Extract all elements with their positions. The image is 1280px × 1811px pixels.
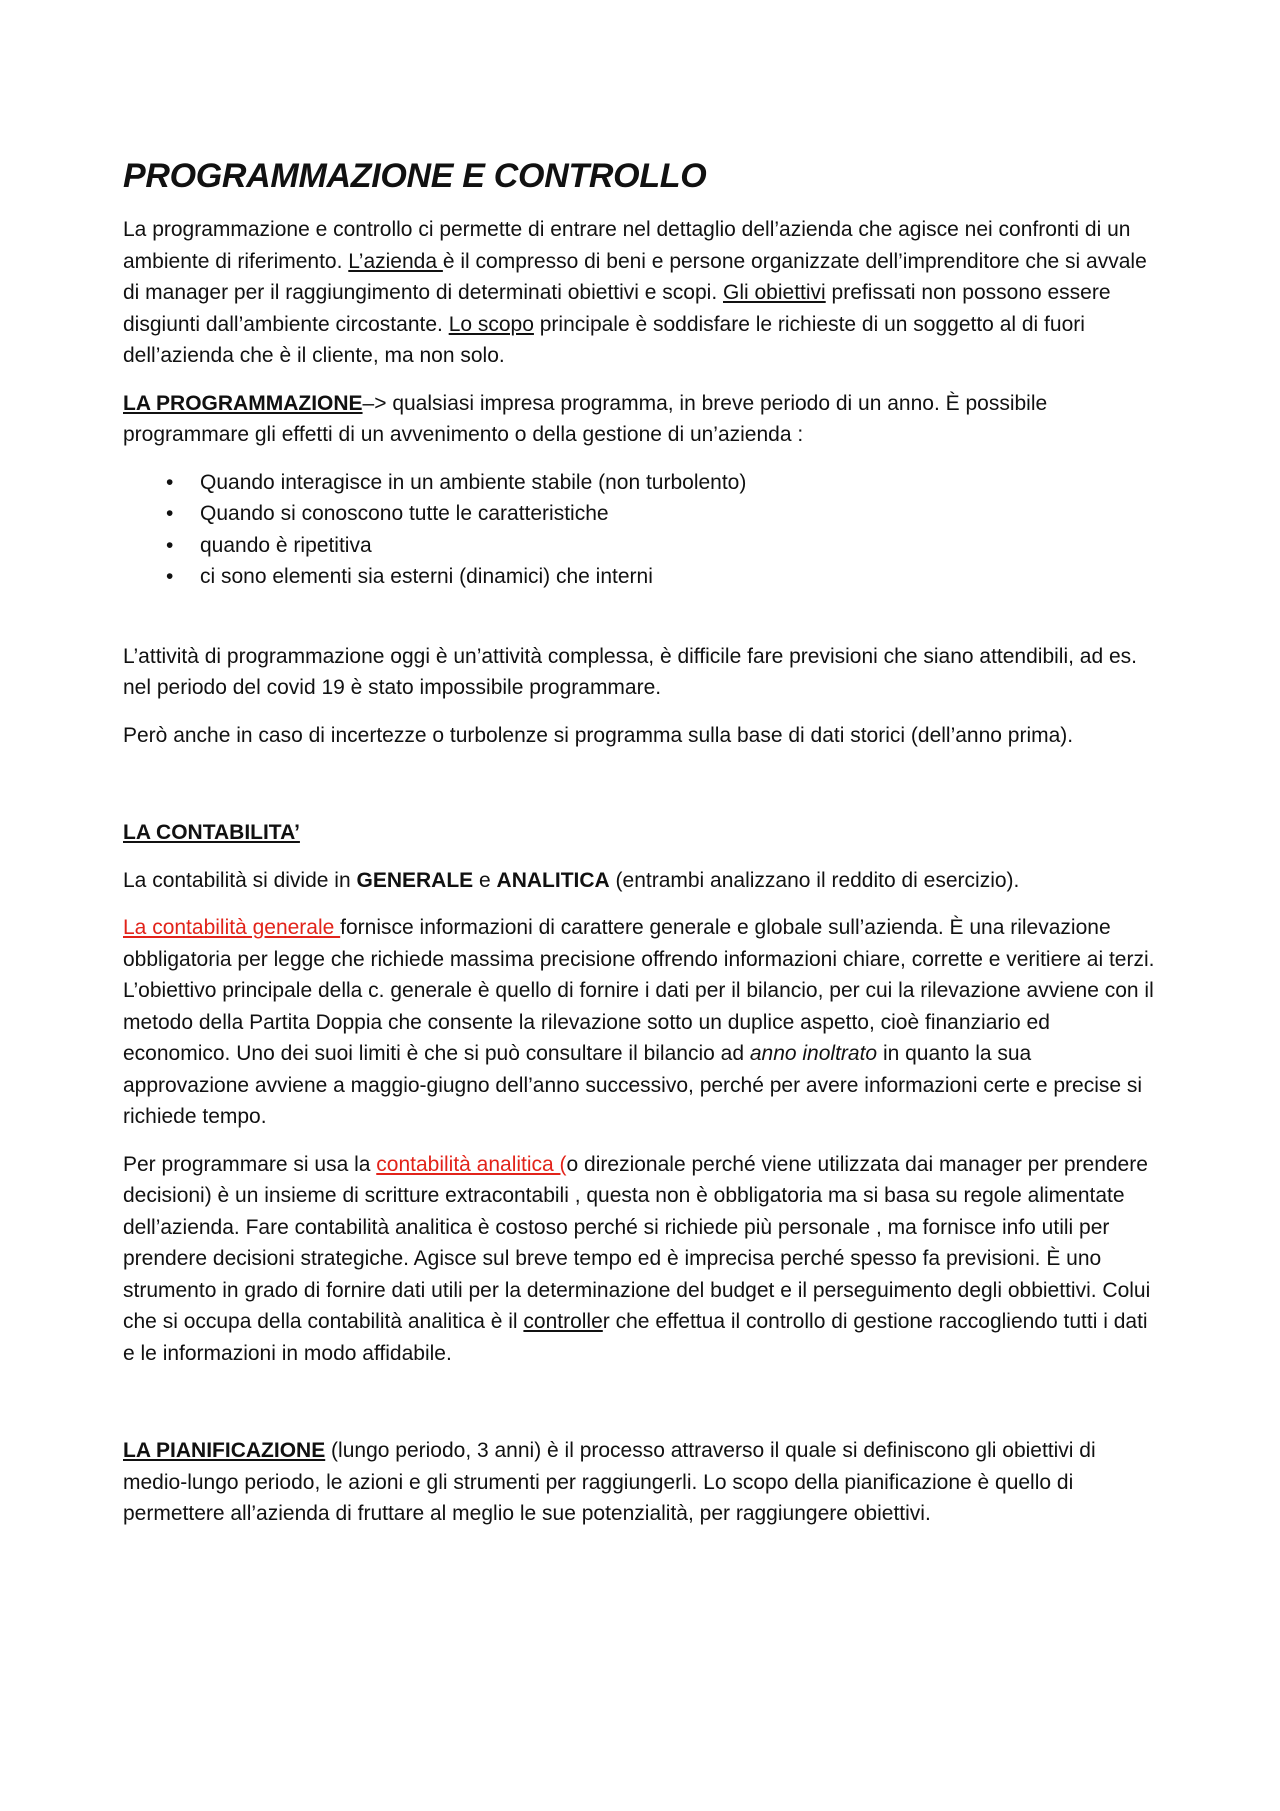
contabilita-text: fornisce informazioni di carattere generale e globale sull’azienda. È una rilevazione obbligatoria per legge che richiede massima precisione offrendo informazioni chiare, corrette e veritiere ai terzi. L’obiettivo principale della c. generale è quello di fornire i dati per il bilancio, per cui la rilevazione avviene con il metodo della Partita Doppia che consente la rilevazione sotto un duplice aspetto, cioè finanziario ed economico. Uno dei suoi limiti è che si può consultare il bilancio ad (123, 916, 1155, 1065)
programmazione-paragraph-3: Però anche in caso di incertezze o turbolenze si programma sulla base di dati storici (dell’anno prima). (123, 723, 1074, 747)
analitica-bold: ANALITICA (496, 868, 610, 892)
contabilita-paragraph-1 (123, 865, 1163, 897)
list-item-text: Quando interagisce in un ambiente stabile (non turbolento) (200, 470, 747, 494)
contabilita-generale-link[interactable]: La contabilità generale (123, 916, 341, 939)
bullet-icon: • (166, 502, 174, 525)
intro-paragraph (123, 214, 1163, 372)
pianificazione-text: (lungo periodo, 3 anni) è il processo attraverso il quale si definiscono gli obiettivi di medio-lungo periodo, le azioni e gli strumenti per raggiungerli. Lo scopo della pianificazione è quello di permettere all’azienda di fruttare al meglio le sue potenzialità, per raggiungere obiettivi. (123, 1439, 1096, 1525)
list-item-text: ci sono elementi sia esterni (dinamici) che interni (200, 565, 653, 588)
contabilita-text: e (473, 868, 497, 892)
contabilita-text: r che effettua il controllo di gestione raccogliendo tutti i dati e le informazioni in modo affidabile. (123, 1310, 1148, 1365)
bullet-icon: • (166, 565, 174, 588)
pianificazione-heading: LA PIANIFICAZIONE (123, 1439, 326, 1462)
document-title: PROGRAMMAZIONE E CONTROLLO (123, 157, 707, 195)
list-item-text: Quando si conoscono tutte le caratteristiche (200, 502, 609, 525)
intro-text-4: principale è soddisfare le richieste di un soggetto al di fuori dell’azienda che è il cliente, ma non solo. (123, 312, 1085, 367)
contabilita-text: o direzionale perché viene utilizzata dai manager per prendere decisioni) è un insieme di scritture extracontabili , questa non è obbligatoria ma si basa su regole alimentate dell’azienda. Fare contabilità analitica è costoso perché si richiede più personale , ma fornisce info utili per prendere decisioni strategiche. Agisce sul breve tempo ed è imprecisa perché spesso fa previsioni. È uno strumento in grado di fornire dati utili per la determinazione del budget e il perseguimento degli obbiettivi. Colui che si occupa della contabilità analitica è il (123, 1152, 1151, 1333)
contabilita-analitica-link[interactable]: contabilità analitica ( (376, 1152, 567, 1176)
intro-underlined-azienda: L’azienda (348, 249, 443, 273)
programmazione-heading: LA PROGRAMMAZIONE (123, 391, 363, 415)
contabilita-analitica-paragraph (123, 1149, 1163, 1370)
intro-underlined-obiettivi: Gli obiettivi (723, 281, 826, 304)
list-item (123, 530, 1163, 562)
list-item (123, 498, 1163, 530)
intro-text-2: è il compresso di beni e persone organizzate dell’imprenditore che si avvale di manager per il raggiungimento di determinati obiettivi e scopi. (123, 249, 1147, 304)
spacer (123, 767, 1163, 817)
anno-inoltrato-italic: anno inoltrato (749, 1042, 878, 1065)
contabilita-heading (123, 817, 1163, 849)
intro-text-1: La programmazione e controllo ci permette di entrare nel dettaglio dell’azienda che agisce nei confronti di un ambiente di riferimento. (123, 218, 1131, 273)
programmazione-paragraph (123, 388, 1163, 451)
list-item-text: quando è ripetitiva (200, 533, 372, 557)
contabilita-text: (entrambi analizzano il reddito di esercizio). (609, 868, 1020, 892)
document-page (123, 150, 1163, 1546)
intro-underlined-scopo: Lo scopo (448, 312, 534, 336)
controller-underlined: controlle (523, 1310, 603, 1333)
bullet-icon: • (166, 533, 174, 557)
programmazione-bullet-list (123, 467, 1163, 593)
contabilita-text: La contabilità si divide in (123, 868, 357, 892)
list-item (123, 561, 1163, 593)
list-item (123, 467, 1163, 499)
generale-bold: GENERALE (356, 868, 474, 892)
bullet-icon: • (166, 470, 174, 494)
programmazione-paragraph-2: L’attività di programmazione oggi è un’attività complessa, è difficile fare previsioni che siano attendibili, ad es. nel periodo del covid 19 è stato impossibile programmare. (123, 644, 1137, 699)
contabilita-generale-paragraph (123, 912, 1163, 1133)
pianificazione-paragraph (123, 1435, 1163, 1530)
programmazione-text: –> qualsiasi impresa programma, in breve periodo di un anno. È possibile programmare gli effetti di un avvenimento o della gestione di un’azienda : (123, 391, 1048, 446)
intro-text-3: prefissati non possono essere disgiunti dall’ambiente circostante. (123, 281, 1111, 336)
spacer (123, 1385, 1163, 1435)
contabilita-text: in quanto la sua approvazione avviene a maggio-giugno dell’anno successivo, perché per avere informazioni certe e precise si richiede tempo. (123, 1042, 1143, 1128)
contabilita-text: Per programmare si usa la (123, 1152, 377, 1176)
contabilita-heading-text: LA CONTABILITA’ (123, 821, 300, 844)
spacer (123, 609, 1163, 641)
